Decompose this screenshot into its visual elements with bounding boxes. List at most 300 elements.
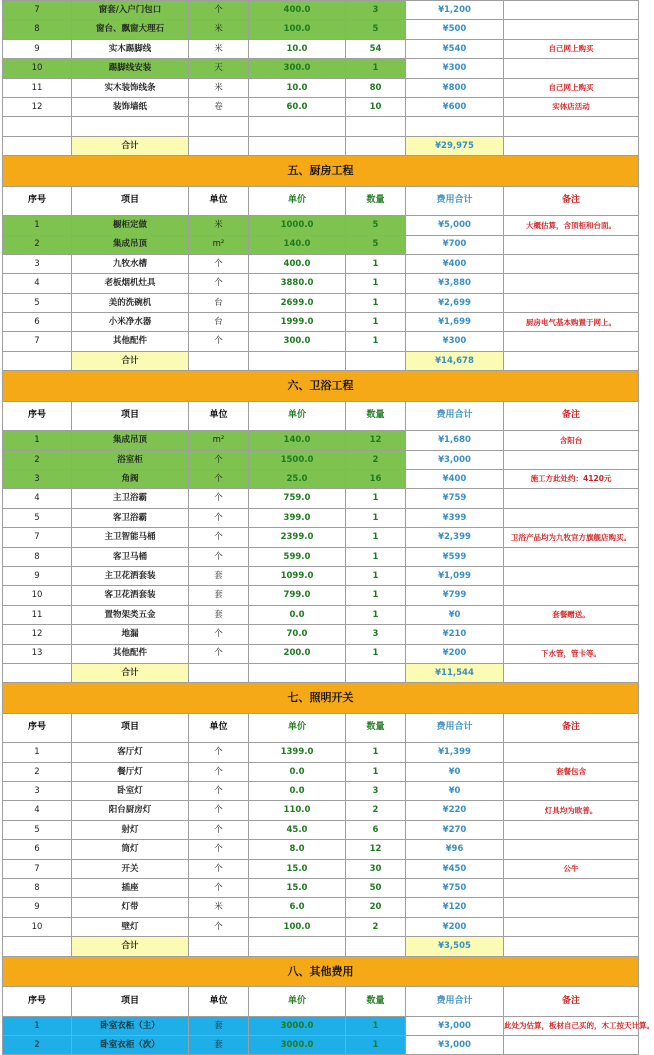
row-price: 100.0 <box>249 20 346 39</box>
row-qty: 1 <box>346 528 406 547</box>
row-note <box>504 274 639 293</box>
row-total: ¥540 <box>406 39 504 58</box>
row-seq: 5 <box>3 508 72 527</box>
row-item: 窗台、飘窗大理石 <box>72 20 189 39</box>
row-qty: 1 <box>346 762 406 781</box>
subtotal-empty <box>346 136 406 155</box>
table-row <box>3 450 639 469</box>
row-unit: 个 <box>189 489 249 508</box>
section-title-row <box>3 683 639 713</box>
row-seq: 3 <box>3 254 72 273</box>
row-total: ¥1,680 <box>406 431 504 450</box>
row-note <box>504 508 639 527</box>
row-qty <box>346 117 406 136</box>
row-qty: 5 <box>346 20 406 39</box>
row-seq: 1 <box>3 743 72 762</box>
row-unit: 个 <box>189 274 249 293</box>
row-unit: 米 <box>189 898 249 917</box>
row-note <box>504 566 639 585</box>
row-note <box>504 625 639 644</box>
row-total: ¥1,399 <box>406 743 504 762</box>
header-price: 单价 <box>249 986 346 1016</box>
row-note <box>504 1 639 20</box>
row-unit: 米 <box>189 78 249 97</box>
row-seq: 1 <box>3 1016 72 1035</box>
header-unit: 单位 <box>189 186 249 216</box>
header-total: 费用合计 <box>406 986 504 1016</box>
row-qty: 2 <box>346 450 406 469</box>
table-row <box>3 801 639 820</box>
table-row <box>3 820 639 839</box>
row-unit: 个 <box>189 840 249 859</box>
section-title: 七、照明开关 <box>3 683 639 713</box>
header-price: 单价 <box>249 713 346 743</box>
header-price: 单价 <box>249 401 346 431</box>
header-qty: 数量 <box>346 713 406 743</box>
row-seq: 7 <box>3 1 72 20</box>
subtotal-empty <box>3 351 72 370</box>
row-price: 8.0 <box>249 840 346 859</box>
table-row <box>3 1035 639 1054</box>
table-row <box>3 431 639 450</box>
row-total <box>406 117 504 136</box>
row-unit: 个 <box>189 450 249 469</box>
row-price: 100.0 <box>249 917 346 936</box>
row-total: ¥210 <box>406 625 504 644</box>
header-total: 费用合计 <box>406 186 504 216</box>
row-note <box>504 489 639 508</box>
table-row <box>3 917 639 936</box>
table-row <box>3 254 639 273</box>
row-unit: 台 <box>189 313 249 332</box>
row-note <box>504 898 639 917</box>
row-item: 主卫浴霸 <box>72 489 189 508</box>
row-unit: 个 <box>189 470 249 489</box>
row-note <box>504 20 639 39</box>
table-row <box>3 97 639 116</box>
row-price: 759.0 <box>249 489 346 508</box>
row-item: 集成吊顶 <box>72 431 189 450</box>
section-title-row <box>3 956 639 986</box>
row-note: 公牛 <box>504 859 639 878</box>
budget-sheet <box>2 0 654 1055</box>
row-note <box>504 117 639 136</box>
row-unit: m² <box>189 235 249 254</box>
subtotal-value: ¥29,975 <box>406 136 504 155</box>
row-item: 集成吊顶 <box>72 235 189 254</box>
column-header-row <box>3 401 639 431</box>
row-seq: 2 <box>3 450 72 469</box>
row-item: 插座 <box>72 879 189 898</box>
row-total: ¥450 <box>406 859 504 878</box>
subtotal-empty <box>189 663 249 682</box>
row-note <box>504 743 639 762</box>
table-row <box>3 879 639 898</box>
row-price: 2699.0 <box>249 293 346 312</box>
row-qty: 1 <box>346 254 406 273</box>
row-price: 110.0 <box>249 801 346 820</box>
row-unit: 个 <box>189 801 249 820</box>
table-row <box>3 1 639 20</box>
section-title-row <box>3 156 639 186</box>
table-row <box>3 566 639 585</box>
row-qty: 3 <box>346 1 406 20</box>
row-seq: 8 <box>3 547 72 566</box>
subtotal-row <box>3 351 639 370</box>
row-qty: 54 <box>346 39 406 58</box>
row-unit: 个 <box>189 859 249 878</box>
row-seq: 10 <box>3 59 72 78</box>
row-note: 施工方此处约：4120元 <box>504 470 639 489</box>
row-price: 3000.0 <box>249 1035 346 1054</box>
table-row <box>3 859 639 878</box>
row-seq: 10 <box>3 917 72 936</box>
row-item: 客卫马桶 <box>72 547 189 566</box>
header-unit: 单位 <box>189 401 249 431</box>
row-qty: 1 <box>346 59 406 78</box>
table-row <box>3 605 639 624</box>
row-seq: 9 <box>3 566 72 585</box>
row-seq: 6 <box>3 313 72 332</box>
row-qty: 1 <box>346 743 406 762</box>
row-unit: 个 <box>189 743 249 762</box>
table-row <box>3 625 639 644</box>
row-seq: 4 <box>3 489 72 508</box>
header-unit: 单位 <box>189 986 249 1016</box>
row-unit: 个 <box>189 332 249 351</box>
subtotal-empty <box>346 663 406 682</box>
row-qty: 1 <box>346 586 406 605</box>
row-price: 2399.0 <box>249 528 346 547</box>
row-note <box>504 332 639 351</box>
row-unit: 个 <box>189 762 249 781</box>
row-note: 套餐赠送。 <box>504 605 639 624</box>
row-unit: 套 <box>189 605 249 624</box>
header-seq: 序号 <box>3 713 72 743</box>
row-total: ¥3,000 <box>406 450 504 469</box>
row-price: 0.0 <box>249 762 346 781</box>
table-row <box>3 840 639 859</box>
header-price: 单价 <box>249 186 346 216</box>
row-unit: 台 <box>189 293 249 312</box>
row-total: ¥220 <box>406 801 504 820</box>
row-price: 15.0 <box>249 879 346 898</box>
row-item: 小米净水器 <box>72 313 189 332</box>
row-price: 10.0 <box>249 78 346 97</box>
row-price: 3000.0 <box>249 1016 346 1035</box>
row-item: 主卫花洒套装 <box>72 566 189 585</box>
subtotal-empty <box>249 937 346 956</box>
row-unit: 个 <box>189 782 249 801</box>
row-total: ¥2,699 <box>406 293 504 312</box>
row-item: 灯带 <box>72 898 189 917</box>
row-note <box>504 235 639 254</box>
row-item: 其他配件 <box>72 644 189 663</box>
subtotal-empty <box>504 351 639 370</box>
row-price: 6.0 <box>249 898 346 917</box>
row-price: 1000.0 <box>249 216 346 235</box>
row-note <box>504 450 639 469</box>
column-header-row <box>3 986 639 1016</box>
row-price: 140.0 <box>249 431 346 450</box>
row-note: 套餐包含 <box>504 762 639 781</box>
row-qty: 1 <box>346 1016 406 1035</box>
row-qty: 30 <box>346 859 406 878</box>
subtotal-empty <box>249 663 346 682</box>
table-row <box>3 293 639 312</box>
table-row <box>3 762 639 781</box>
row-qty: 2 <box>346 917 406 936</box>
row-item: 置物架类五金 <box>72 605 189 624</box>
table-row <box>3 216 639 235</box>
row-qty: 1 <box>346 313 406 332</box>
header-seq: 序号 <box>3 186 72 216</box>
row-unit: 套 <box>189 1035 249 1054</box>
row-qty: 1 <box>346 605 406 624</box>
header-note: 备注 <box>504 986 639 1016</box>
subtotal-empty <box>249 136 346 155</box>
header-note: 备注 <box>504 713 639 743</box>
row-unit: 个 <box>189 528 249 547</box>
row-qty: 1 <box>346 1035 406 1054</box>
row-unit: 米 <box>189 20 249 39</box>
subtotal-value: ¥11,544 <box>406 663 504 682</box>
row-item: 卧室衣柜（主） <box>72 1016 189 1035</box>
row-price: 0.0 <box>249 605 346 624</box>
header-qty: 数量 <box>346 986 406 1016</box>
row-seq: 12 <box>3 625 72 644</box>
row-item: 壁灯 <box>72 917 189 936</box>
row-item: 地漏 <box>72 625 189 644</box>
row-total: ¥0 <box>406 782 504 801</box>
row-qty: 12 <box>346 431 406 450</box>
table-row <box>3 313 639 332</box>
row-seq: 7 <box>3 332 72 351</box>
section-title-row <box>3 371 639 401</box>
subtotal-empty <box>3 937 72 956</box>
row-note <box>504 879 639 898</box>
row-qty: 1 <box>346 508 406 527</box>
header-qty: 数量 <box>346 401 406 431</box>
subtotal-empty <box>346 351 406 370</box>
row-qty: 5 <box>346 216 406 235</box>
row-unit: 个 <box>189 1 249 20</box>
row-seq: 11 <box>3 78 72 97</box>
header-total: 费用合计 <box>406 713 504 743</box>
row-total: ¥96 <box>406 840 504 859</box>
subtotal-empty <box>504 937 639 956</box>
row-seq: 8 <box>3 20 72 39</box>
row-price: 200.0 <box>249 644 346 663</box>
budget-table <box>2 0 654 1055</box>
row-item: 九牧水槽 <box>72 254 189 273</box>
row-total: ¥3,000 <box>406 1035 504 1054</box>
table-row <box>3 547 639 566</box>
header-unit: 单位 <box>189 713 249 743</box>
subtotal-empty <box>504 663 639 682</box>
row-item: 窗套/入户门包口 <box>72 1 189 20</box>
subtotal-empty <box>249 351 346 370</box>
header-item: 项目 <box>72 986 189 1016</box>
row-note: 自己网上购买 <box>504 39 639 58</box>
row-total: ¥5,000 <box>406 216 504 235</box>
row-seq: 4 <box>3 801 72 820</box>
row-note: 下水管，管卡等。 <box>504 644 639 663</box>
row-item: 客卫花洒套装 <box>72 586 189 605</box>
row-total: ¥300 <box>406 59 504 78</box>
header-item: 项目 <box>72 713 189 743</box>
table-row <box>3 59 639 78</box>
row-qty: 2 <box>346 801 406 820</box>
row-note <box>504 840 639 859</box>
row-item: 客卫浴霸 <box>72 508 189 527</box>
row-unit: 个 <box>189 917 249 936</box>
section-title: 六、卫浴工程 <box>3 371 639 401</box>
section-title: 八、其他费用 <box>3 956 639 986</box>
header-item: 项目 <box>72 186 189 216</box>
row-total: ¥600 <box>406 97 504 116</box>
row-note <box>504 586 639 605</box>
header-note: 备注 <box>504 186 639 216</box>
table-row <box>3 332 639 351</box>
subtotal-empty <box>189 351 249 370</box>
table-row <box>3 782 639 801</box>
subtotal-value: ¥3,505 <box>406 937 504 956</box>
row-price: 399.0 <box>249 508 346 527</box>
row-qty: 3 <box>346 782 406 801</box>
table-row <box>3 644 639 663</box>
row-price: 799.0 <box>249 586 346 605</box>
row-qty: 50 <box>346 879 406 898</box>
row-price: 60.0 <box>249 97 346 116</box>
row-note: 实体店活动 <box>504 97 639 116</box>
row-price: 1399.0 <box>249 743 346 762</box>
row-total: ¥1,099 <box>406 566 504 585</box>
row-seq: 7 <box>3 528 72 547</box>
row-qty: 1 <box>346 489 406 508</box>
row-unit: 套 <box>189 586 249 605</box>
row-price: 0.0 <box>249 782 346 801</box>
row-price: 70.0 <box>249 625 346 644</box>
row-qty: 1 <box>346 644 406 663</box>
row-seq: 10 <box>3 586 72 605</box>
row-total: ¥399 <box>406 508 504 527</box>
row-note <box>504 820 639 839</box>
table-row <box>3 586 639 605</box>
row-total: ¥270 <box>406 820 504 839</box>
row-seq: 5 <box>3 820 72 839</box>
row-total: ¥759 <box>406 489 504 508</box>
row-unit: 个 <box>189 820 249 839</box>
row-unit: 个 <box>189 644 249 663</box>
row-item: 筒灯 <box>72 840 189 859</box>
row-item: 实木装饰线条 <box>72 78 189 97</box>
row-item: 主卫智能马桶 <box>72 528 189 547</box>
row-seq: 11 <box>3 605 72 624</box>
table-row <box>3 528 639 547</box>
section-title: 五、厨房工程 <box>3 156 639 186</box>
row-total: ¥200 <box>406 917 504 936</box>
row-note <box>504 254 639 273</box>
row-price: 3880.0 <box>249 274 346 293</box>
row-qty: 1 <box>346 566 406 585</box>
table-row <box>3 78 639 97</box>
row-note <box>504 782 639 801</box>
row-total: ¥2,399 <box>406 528 504 547</box>
row-total: ¥700 <box>406 235 504 254</box>
row-seq <box>3 117 72 136</box>
table-row <box>3 470 639 489</box>
row-unit: 个 <box>189 879 249 898</box>
row-total: ¥120 <box>406 898 504 917</box>
row-note: 此处为估算，板材自己买的，木工按天计算。 <box>504 1016 639 1035</box>
row-item: 阳台厨房灯 <box>72 801 189 820</box>
row-qty: 10 <box>346 97 406 116</box>
row-seq: 1 <box>3 431 72 450</box>
row-item: 卧室灯 <box>72 782 189 801</box>
row-item: 其他配件 <box>72 332 189 351</box>
row-price: 599.0 <box>249 547 346 566</box>
header-total: 费用合计 <box>406 401 504 431</box>
row-total: ¥800 <box>406 78 504 97</box>
row-unit: 卷 <box>189 97 249 116</box>
row-note: 大概估算，含顶柜和台面。 <box>504 216 639 235</box>
row-item: 美的洗碗机 <box>72 293 189 312</box>
header-note: 备注 <box>504 401 639 431</box>
row-total: ¥750 <box>406 879 504 898</box>
row-unit <box>189 117 249 136</box>
table-row <box>3 489 639 508</box>
row-item: 实木踢脚线 <box>72 39 189 58</box>
subtotal-empty <box>189 937 249 956</box>
row-item: 开关 <box>72 859 189 878</box>
header-item: 项目 <box>72 401 189 431</box>
row-price <box>249 117 346 136</box>
row-note <box>504 547 639 566</box>
row-seq: 5 <box>3 293 72 312</box>
row-seq: 4 <box>3 274 72 293</box>
row-unit: m² <box>189 431 249 450</box>
row-note: 含阳台 <box>504 431 639 450</box>
subtotal-empty <box>504 136 639 155</box>
subtotal-empty <box>3 663 72 682</box>
row-price: 140.0 <box>249 235 346 254</box>
row-total: ¥599 <box>406 547 504 566</box>
subtotal-empty <box>3 136 72 155</box>
row-seq: 2 <box>3 1035 72 1054</box>
table-row <box>3 508 639 527</box>
table-row <box>3 898 639 917</box>
row-item: 卧室衣柜（次） <box>72 1035 189 1054</box>
table-row <box>3 117 639 136</box>
row-total: ¥300 <box>406 332 504 351</box>
row-unit: 米 <box>189 216 249 235</box>
row-unit: 套 <box>189 566 249 585</box>
row-unit: 个 <box>189 254 249 273</box>
row-qty: 5 <box>346 235 406 254</box>
subtotal-label: 合计 <box>72 937 189 956</box>
row-note: 厨房电气基本购置于网上。 <box>504 313 639 332</box>
row-note: 灯具均为欧普。 <box>504 801 639 820</box>
row-note <box>504 59 639 78</box>
row-seq: 2 <box>3 235 72 254</box>
row-seq: 3 <box>3 470 72 489</box>
row-price: 400.0 <box>249 254 346 273</box>
row-note: 自己网上购买 <box>504 78 639 97</box>
column-header-row <box>3 713 639 743</box>
row-seq: 8 <box>3 879 72 898</box>
row-seq: 3 <box>3 782 72 801</box>
